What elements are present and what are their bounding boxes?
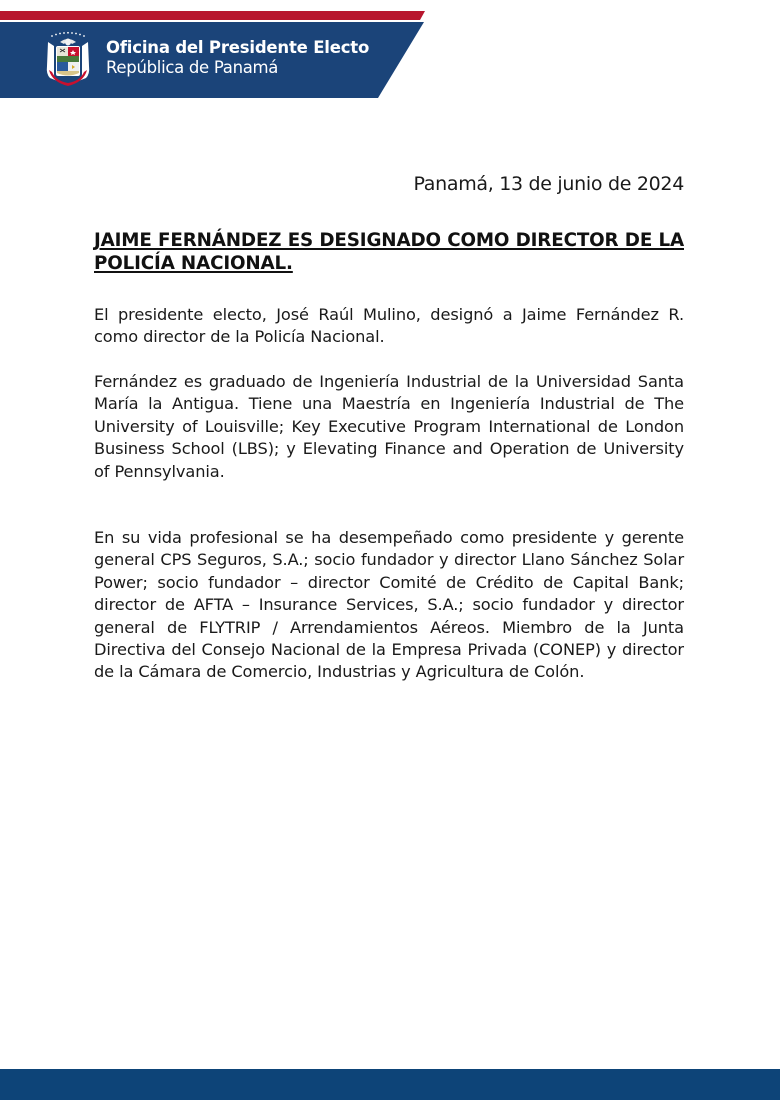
paragraph-career: En su vida profesional se ha desempeñado como presidente y gerente general CPS Seguros, S.A.; socio fundador y director Llano Sánchez Solar Power; socio fundador – director Comité de Crédito de Capital Bank; director de AFTA – Insurance Services, S.A.; socio fundador y director general de FLYTRIP / Arrendamientos Aéreos. Miembro de la Junta Directiva del Consejo Nacional de la Empresa Privada (CONEP) y director de la Cámara de Comercio, Industrias y Agricultura de Colón. [94,528,684,682]
paragraph-appointment: El presidente electo, José Raúl Mulino, designó a Jaime Fernández R. como director de la Policía Nacional. [94,305,684,347]
country-subtitle: República de Panamá [106,58,279,77]
letterhead [0,0,440,100]
paragraph-education: Fernández es graduado de Ingeniería Industrial de la Universidad Santa María la Antigua. Tiene una Maestría en Ingeniería Industrial de The University of Louisville; Key Executive Program International de London Business School (LBS); y Elevating Finance and Operation de University of Pennsylvania. [94,372,684,481]
letterhead-text [106,38,369,78]
footer-band [0,1069,780,1100]
office-title: Oficina del Presidente Electo [106,38,370,57]
press-release-headline: JAIME FERNÁNDEZ ES DESIGNADO COMO DIRECTOR DE LA POLICÍA NACIONAL. [94,230,684,274]
panama-coat-of-arms-icon [42,30,94,88]
document-date: Panamá, 13 de junio de 2024 [413,173,684,195]
